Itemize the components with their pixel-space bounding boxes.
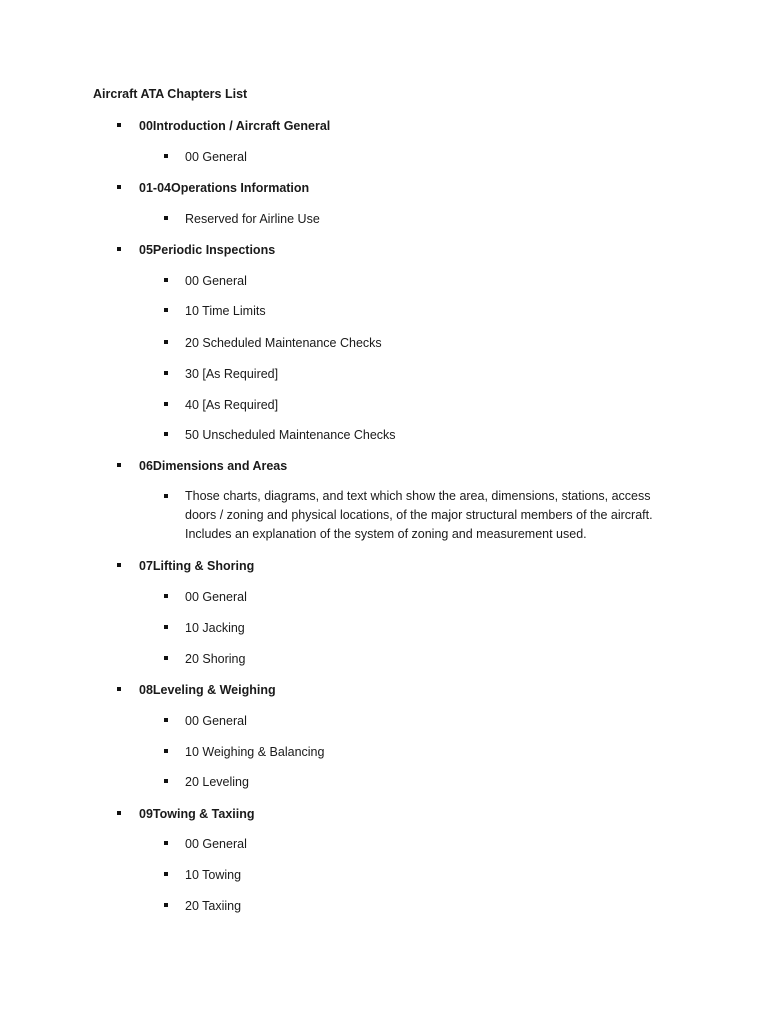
chapter-heading: 05Periodic Inspections — [139, 243, 276, 257]
list-item: 00 General — [185, 590, 247, 604]
list-item: 00 General — [185, 150, 247, 164]
bullet-icon — [164, 749, 168, 753]
bullet-icon — [164, 841, 168, 845]
list-item: 10 Time Limits — [185, 304, 266, 318]
bullet-icon — [117, 687, 121, 691]
bullet-icon — [164, 656, 168, 660]
list-item: 30 [As Required] — [185, 367, 279, 381]
chapter-heading: 06Dimensions and Areas — [139, 459, 288, 473]
chapter-heading: 01-04Operations Information — [139, 181, 310, 195]
bullet-icon — [117, 563, 121, 567]
bullet-icon — [164, 625, 168, 629]
bullet-icon — [164, 278, 168, 282]
bullet-icon — [164, 594, 168, 598]
list-item: 00 General — [185, 274, 247, 288]
list-item: 20 Taxiing — [185, 899, 242, 913]
bullet-icon — [164, 216, 168, 220]
list-item: 10 Jacking — [185, 621, 245, 635]
bullet-icon — [164, 903, 168, 907]
document-title: Aircraft ATA Chapters List — [93, 87, 248, 101]
chapter-heading: 07Lifting & Shoring — [139, 559, 255, 573]
bullet-icon — [117, 123, 121, 127]
list-item: 40 [As Required] — [185, 398, 279, 412]
chapter-heading: 09Towing & Taxiing — [139, 807, 255, 821]
list-item: 20 Shoring — [185, 652, 246, 666]
bullet-icon — [164, 154, 168, 158]
bullet-icon — [164, 340, 168, 344]
bullet-icon — [164, 872, 168, 876]
list-item: 00 General — [185, 714, 247, 728]
bullet-icon — [164, 308, 168, 312]
bullet-icon — [117, 247, 121, 251]
list-item: 20 Scheduled Maintenance Checks — [185, 336, 382, 350]
list-item: Reserved for Airline Use — [185, 212, 320, 226]
chapter-heading: 00Introduction / Aircraft General — [139, 119, 331, 133]
list-item: 10 Towing — [185, 868, 242, 882]
list-item: 10 Weighing & Balancing — [185, 745, 325, 759]
bullet-icon — [164, 371, 168, 375]
chapter-description: Those charts, diagrams, and text which show the area, dimensions, stations, access doors / zoning and physical locations, of the major structural members of the aircraft. Includes an explanation of the system of zoning and measurement used. — [185, 489, 653, 541]
bullet-icon — [117, 811, 121, 815]
chapter-heading: 08Leveling & Weighing — [139, 683, 276, 697]
list-item: 20 Leveling — [185, 775, 249, 789]
bullet-icon — [117, 463, 121, 467]
bullet-icon — [164, 494, 168, 498]
bullet-icon — [117, 185, 121, 189]
bullet-icon — [164, 402, 168, 406]
bullet-icon — [164, 779, 168, 783]
bullet-icon — [164, 718, 168, 722]
list-item: 50 Unscheduled Maintenance Checks — [185, 428, 396, 442]
bullet-icon — [164, 432, 168, 436]
list-item: 00 General — [185, 837, 247, 851]
